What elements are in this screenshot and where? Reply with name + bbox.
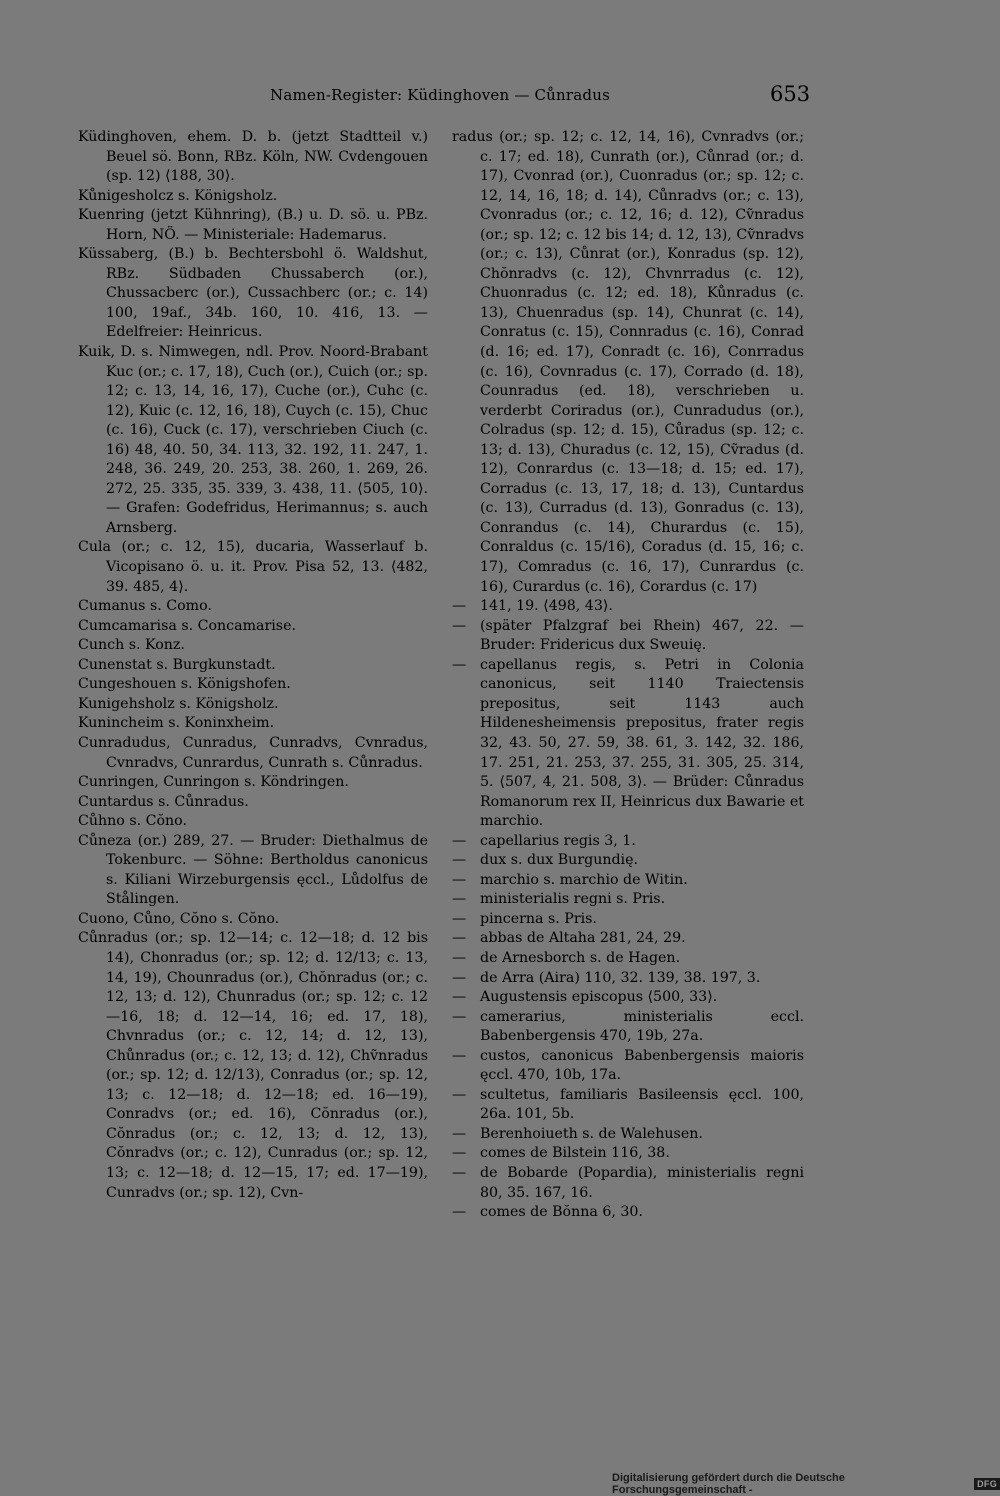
index-entry: Cumcamarisa s. Concamarise.	[78, 617, 296, 634]
entry-text: Augustensis episcopus ⟨500, 33⟩.	[480, 989, 718, 1006]
index-entry	[452, 1047, 804, 1086]
index-entry	[452, 1125, 804, 1145]
entry-text: (später Pfalzgraf bei Rhein) 467, 22. — Bruder: Fridericus dux Sweuię.	[480, 617, 804, 654]
entry-dash: —	[452, 1008, 467, 1025]
index-entry	[452, 1203, 804, 1223]
index-entry	[452, 969, 804, 989]
index-entry	[452, 949, 804, 969]
dfg-logo-icon: DFG	[974, 1478, 1000, 1490]
entry-dash: —	[452, 832, 467, 849]
entry-dash: —	[452, 930, 467, 947]
index-entry: Cunringen, Cunringon s. Köndringen.	[78, 774, 349, 791]
entry-dash: —	[452, 656, 467, 673]
index-entry	[452, 851, 804, 871]
entry-dash: —	[452, 910, 467, 927]
index-entry: Cula (or.; c. 12, 15), ducaria, Wasserlauf b. Vicopisano ö. u. it. Prov. Pisa 52, 13. ⟨482, 39. 485, 4⟩.	[78, 539, 428, 595]
index-entry: Kuik, D. s. Nimwegen, ndl. Prov. Noord-Brabant Kuc (or.; c. 17, 18), Cuch (or.), Cuich (or.; sp. 12; c. 13, 14, 16, 17), Cuche (or.), Cuhc (c. 12), Kuic (c. 12, 16, 18), Cuych (c. 15), Chuc (c. 16), Cuck (c. 17), verschrieben Ciuch (c. 16) 48, 40. 50, 34. 113, 32. 192, 11. 247, 1. 248, 36. 249, 20. 253, 38. 260, 1. 269, 26. 272, 25. 335, 35. 339, 3. 438, 11. ⟨505, 10⟩. — Grafen: Godefridus, Herimannus; s. auch Arnsberg.	[78, 344, 428, 536]
index-entry	[452, 1086, 804, 1125]
entry-dash: —	[452, 891, 467, 908]
left-column	[78, 128, 428, 1203]
entry-text: Berenhoiueth s. de Walehusen.	[480, 1125, 703, 1142]
entry-text: comes de Bŏnna 6, 30.	[480, 1204, 643, 1221]
entry-text: de Arra (Aira) 110, 32. 139, 38. 197, 3.	[480, 969, 761, 986]
index-entry: Kuenring (jetzt Kühnring), (B.) u. D. sö. u. PBz. Horn, NÖ. — Ministeriale: Hademarus.	[78, 207, 428, 243]
index-entry: Küssaberg, (B.) b. Bechtersbohl ö. Waldshut, RBz. Südbaden Chussaberch (or.), Chussacberc (or.), Cussachberc (or.; c. 14) 100, 19af., 34b. 160, 10. 416, 13. — Edelfreier: Heinricus.	[78, 246, 428, 341]
entry-text: 141, 19. ⟨498, 43⟩.	[480, 598, 613, 615]
page-number: 653	[770, 82, 811, 106]
entry-dash: —	[452, 598, 467, 615]
index-entry	[452, 871, 804, 891]
entry-text: capellarius regis 3, 1.	[480, 832, 636, 849]
footer-text: Digitalisierung gefördert durch die Deutsche Forschungsgemeinschaft -	[612, 1472, 845, 1496]
entry-dash: —	[452, 871, 467, 888]
index-entry: Cungeshouen s. Königshofen.	[78, 676, 291, 693]
index-entry	[452, 890, 804, 910]
index-entry: Cůhno s. Cŏno.	[78, 813, 187, 830]
index-entry: Kunincheim s. Koninxheim.	[78, 715, 275, 732]
index-entry	[452, 1008, 804, 1047]
entry-text: ministerialis regni s. Pris.	[480, 891, 666, 908]
entry-text: marchio s. marchio de Witin.	[480, 871, 688, 888]
entry-text: pincerna s. Pris.	[480, 910, 597, 927]
entry-dash: —	[452, 1164, 467, 1181]
index-entry: Cumanus s. Como.	[78, 598, 212, 615]
entry-dash: —	[452, 989, 467, 1006]
entry-text: de Arnesborch s. de Hagen.	[480, 949, 681, 966]
index-entry: Cunenstat s. Burgkunstadt.	[78, 656, 276, 673]
index-entry	[452, 656, 804, 832]
entry-text: comes de Bilstein 116, 38.	[480, 1145, 670, 1162]
index-entry	[452, 929, 804, 949]
entry-text: abbas de Altaha 281, 24, 29.	[480, 930, 686, 947]
entry-text: dux s. dux Burgundię.	[480, 852, 638, 869]
index-entry: Cůnradus (or.; sp. 12—14; c. 12—18; d. 12 bis 14), Chonradus (or.; sp. 12; d. 12/13; c. 13, 14, 19), Chounradus (or.), Chŏnradus (or.; c. 12, 13; d. 12), Chunradus (or.; sp. 12; c. 12—16, 18; d. 12—14, 16; ed. 17, 18), Chvnradus (or.; c. 12, 14; d. 12, 13), Chůnradus (or.; c. 12, 13; d. 12), Chṽnradus (or.; sp. 12; d. 12/13), Conradus (or.; sp. 12, 13; c. 12—18; d. 12—18; ed. 16—19), Conradvs (or.; ed. 16), Cŏnradus (or.), Cŏnradus (or.; c. 12, 13; d. 12, 13), Cŏnradvs (or.; c. 12), Cunradus (or.; sp. 12, 13; c. 12—18; d. 12—15, 17; ed. 17—19), Cunradvs (or.; sp. 12), Cvn-	[78, 930, 428, 1201]
entry-dash: —	[452, 1145, 467, 1162]
index-entry: Kunigehsholz s. Königsholz.	[78, 695, 279, 712]
index-entry	[452, 1164, 804, 1203]
index-entry	[452, 617, 804, 656]
entry-text: capellanus regis, s. Petri in Colonia canonicus, seit 1140 Traiectensis prepositus, seit 1143 auch Hildenesheimensis prepositus, frater regis 32, 43. 50, 27. 59, 38. 61, 3. 142, 32. 186, 17. 251, 21. 253, 37. 255, 31. 305, 25. 314, 5. ⟨507, 4, 21. 508, 3⟩. — Brüder: Cůnradus Romanorum rex II, Heinricus dux Bawarie et marchio.	[480, 656, 804, 830]
index-entry: Cuono, Cůno, Cŏno s. Cŏno.	[78, 910, 280, 927]
entry-dash: —	[452, 949, 467, 966]
entry-text: scultetus, familiaris Basileensis ęccl. 100, 26a. 101, 5b.	[480, 1086, 804, 1123]
running-header: Namen-Register: Küdinghoven — Cůnradus	[270, 86, 610, 104]
index-entry: Cunch s. Konz.	[78, 637, 185, 654]
index-entry	[452, 128, 804, 597]
entry-text: camerarius, ministerialis eccl. Babenbergensis 470, 19b, 27a.	[480, 1008, 804, 1045]
entry-dash: —	[452, 617, 467, 634]
index-entry: Cunradudus, Cunradus, Cunradvs, Cvnradus, Cvnradvs, Cunrardus, Cunrath s. Cůnradus.	[78, 734, 428, 771]
index-entry: Kůnigesholcz s. Königsholz.	[78, 187, 278, 204]
index-entry	[452, 988, 804, 1008]
right-column	[452, 128, 804, 1223]
entry-dash: —	[452, 1125, 467, 1142]
entry-text: custos, canonicus Babenbergensis maioris ęccl. 470, 10b, 17a.	[480, 1047, 804, 1084]
entry-text: de Bobarde (Popardia), ministerialis regni 80, 35. 167, 16.	[480, 1164, 804, 1201]
entry-dash: —	[452, 1047, 467, 1064]
entry-dash: —	[452, 969, 467, 986]
entry-dash: —	[452, 1086, 467, 1103]
index-entry	[452, 832, 804, 852]
entry-text: radus (or.; sp. 12; c. 12, 14, 16), Cvnradvs (or.; c. 17; ed. 18), Cunrath (or.), Cůnrad (or.; d. 17), Cvonrad (or.), Cuonradus (or.; sp. 12; c. 12, 14, 16, 18; d. 14), Cůnradvs (or.; c. 13), Cvonradus (or.; c. 12, 16; d. 12), Cṽnradus (or.; sp. 12; c. 12 bis 14; d. 12, 13), Cṽnradvs (or.; c. 13), Cůnrat (or.), Konradus (sp. 12), Chŏnradvs (c. 12), Chvnrradus (c. 12), Chuonradus (c. 12; ed. 18), Kůnradus (c. 13), Chuenradus (sp. 14), Chunrat (c. 14), Conratus (c. 15), Connradus (c. 16), Conrad (d. 16; ed. 17), Conradt (c. 16), Conrradus (c. 16), Covnradus (c. 17), Corrado (d. 18), Counradus (ed. 18), verschrieben u. verderbt Coriradus (or.), Cunradudus (or.), Colradus (sp. 12; d. 15), Cůradus (sp. 12; c. 13; d. 13), Churadus (c. 12, 15), Cṽradus (d. 12), Conrardus (c. 13—18; d. 15; ed. 17), Corradus (c. 13, 17, 18; d. 13), Cuntardus (c. 13), Curradus (d. 13), Gonradus (c. 13), Conrandus (c. 14), Churardus (c. 15), Conraldus (c. 15/16), Coradus (d. 15, 16; c. 17), Comradus (c. 16, 17), Cunrardus (c. 16), Curardus (c. 16), Corardus (c. 17)	[452, 129, 804, 595]
index-entry: Küdinghoven, ehem. D. b. (jetzt Stadtteil v.) Beuel sö. Bonn, RBz. Köln, NW. Cvdengouen (sp. 12) ⟨188, 30⟩.	[78, 129, 428, 185]
index-entry	[452, 597, 804, 617]
footer-credit	[612, 1472, 1000, 1496]
index-entry: Cůneza (or.) 289, 27. — Bruder: Diethalmus de Tokenburc. — Söhne: Bertholdus canonicus s. Kiliani Wirzeburgensis ęccl., Lůdolfus de Stålingen.	[78, 832, 428, 908]
index-entry: Cuntardus s. Cůnradus.	[78, 793, 249, 810]
entry-dash: —	[452, 852, 467, 869]
index-entry	[452, 1144, 804, 1164]
entry-dash: —	[452, 1204, 467, 1221]
index-entry	[452, 910, 804, 930]
